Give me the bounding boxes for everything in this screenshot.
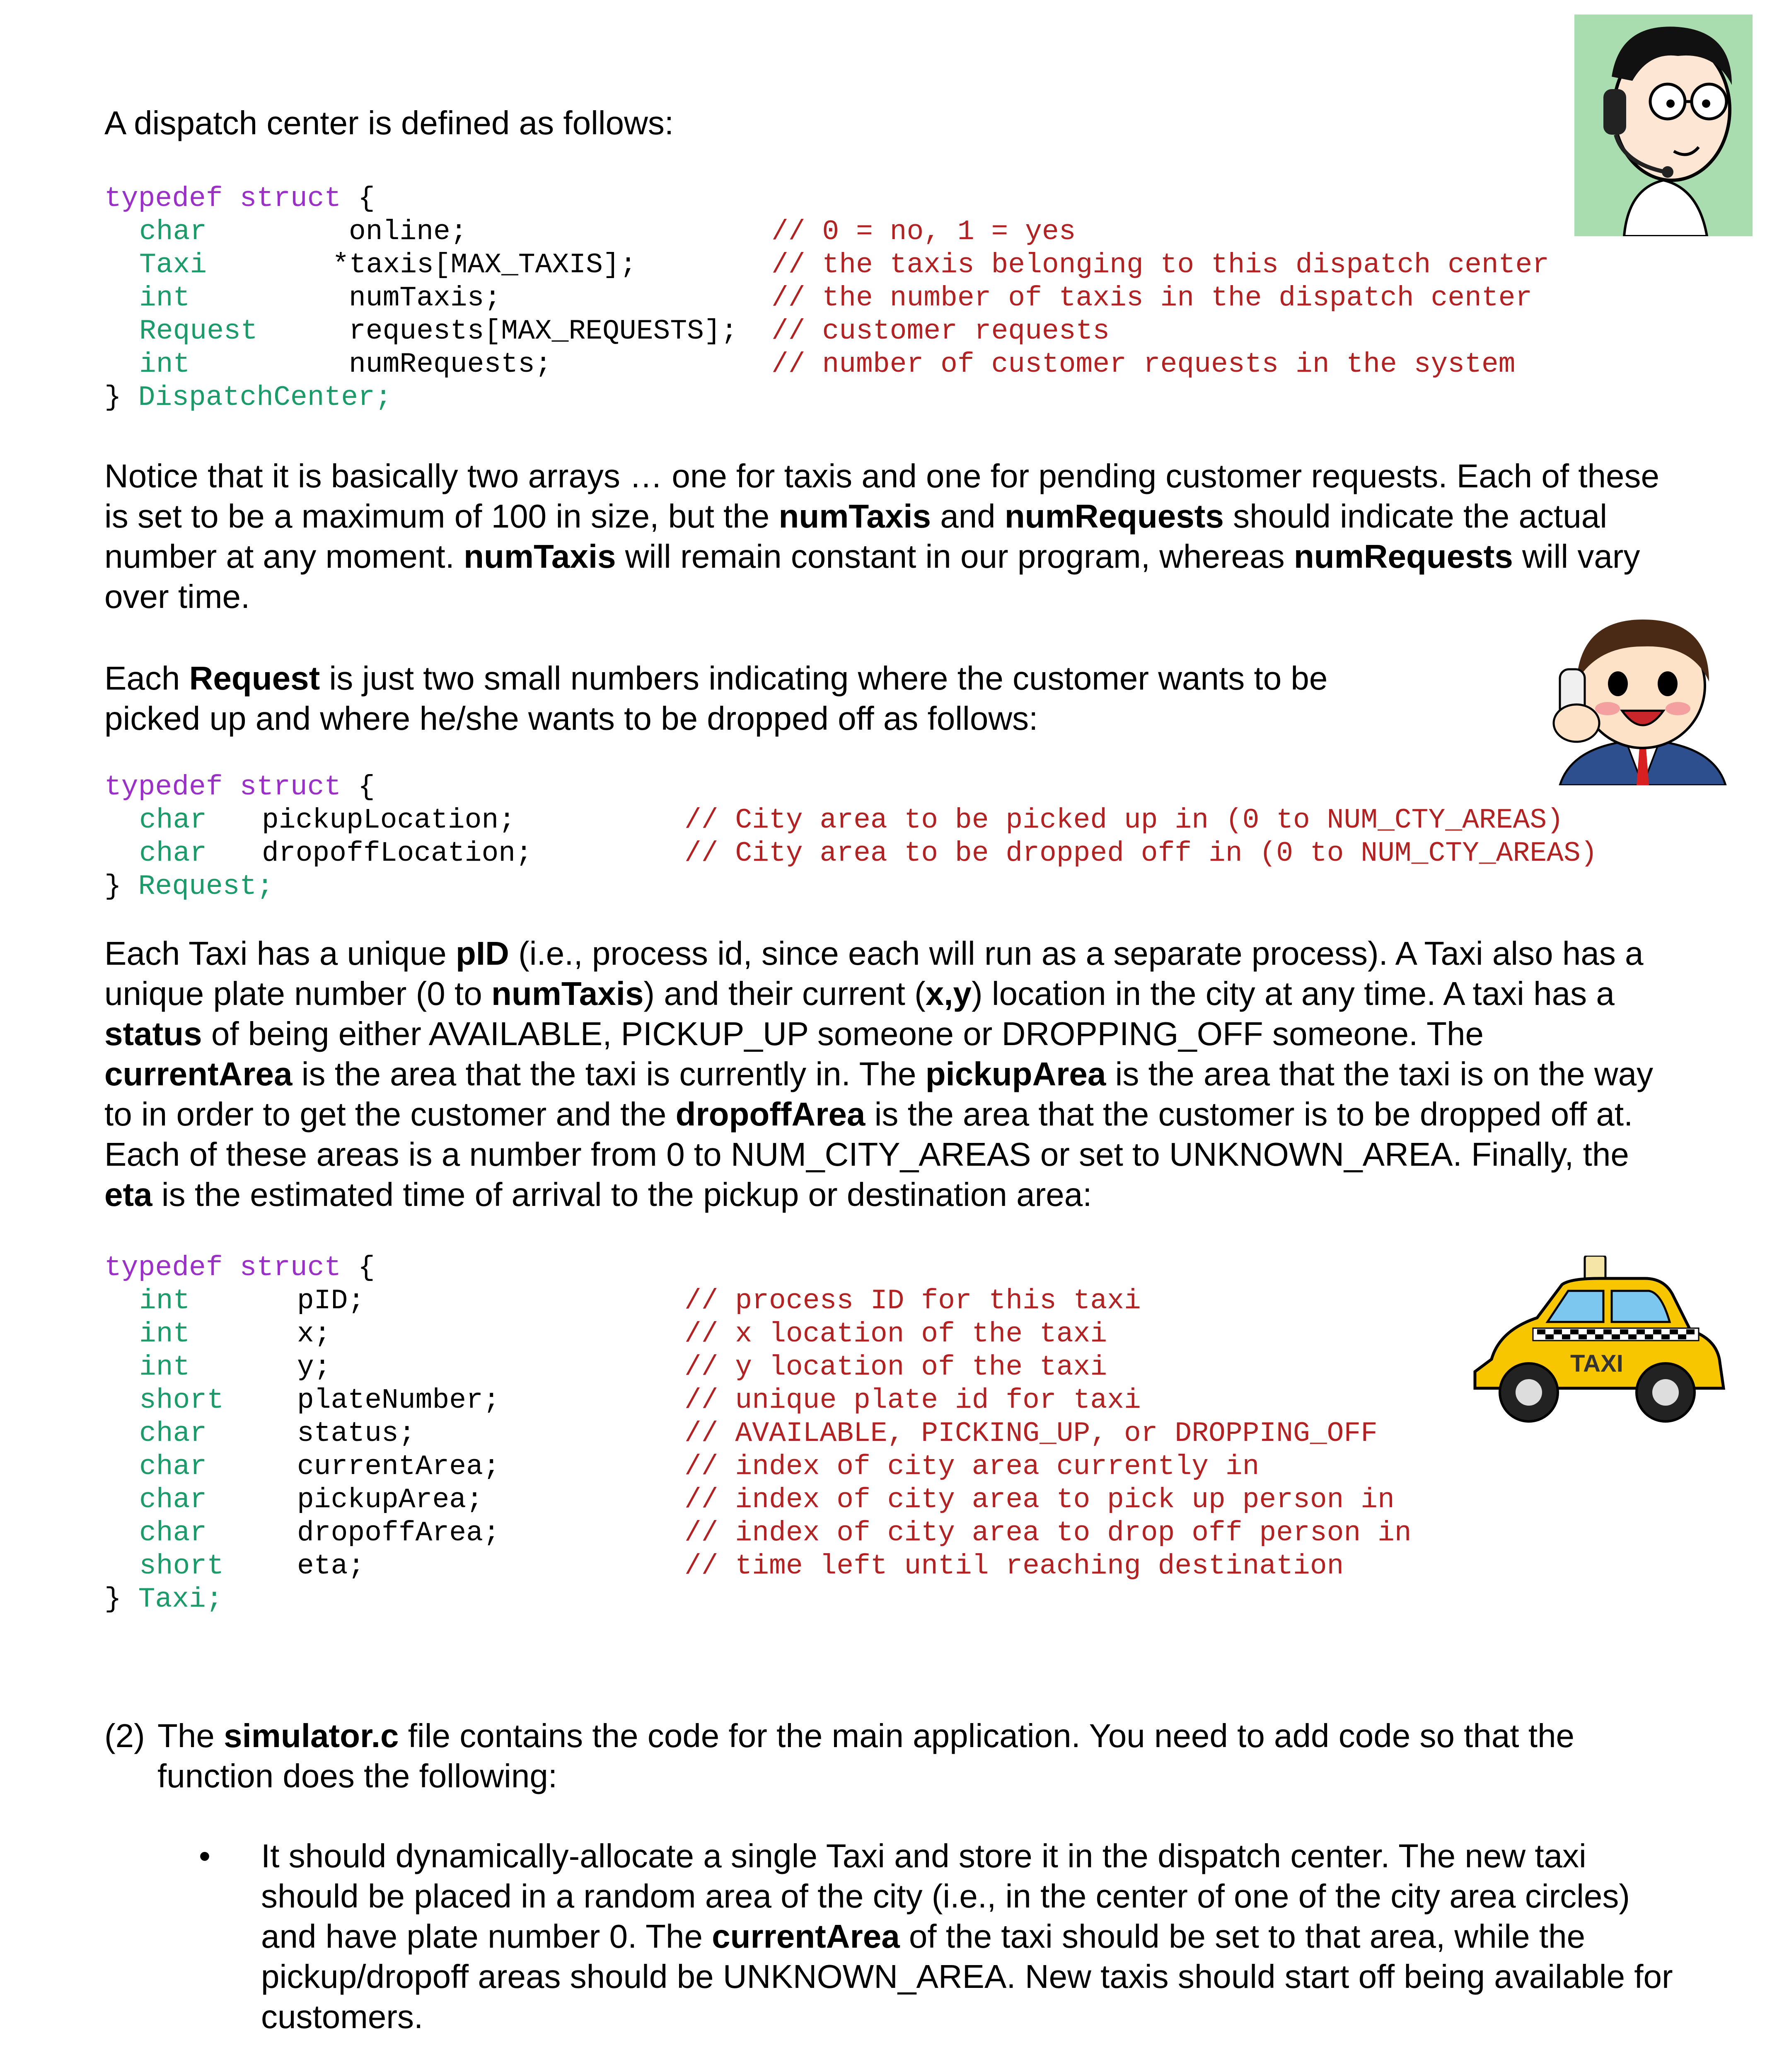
field-comment: // City area to be dropped off in (0 to NUM_CTY_AREAS)	[684, 838, 1598, 869]
request-paragraph: Each Request is just two small numbers indicating where the customer wants to be picked up and where he/she wants to be dropped off as follows:	[104, 660, 1328, 737]
field-name: y;	[297, 1351, 331, 1383]
field-name: plateNumber;	[297, 1385, 500, 1416]
field-comment: // index of city area to drop off person in	[684, 1517, 1412, 1549]
struct-open-line	[104, 1251, 375, 1285]
bullet-item-1: It should dynamically-allocate a single Taxi and store it in the dispatch center. The new taxi should be placed in a random area of the city (i.e., in the center of one of the city area circles) and have plate number 0. The currentArea of the taxi should be set to that area, while the pickup/dropoff areas should be UNKNOWN_AREA. New taxis should start off being available for customers.	[261, 1837, 1673, 2035]
field-type: int	[139, 282, 190, 314]
field-type: char	[139, 216, 207, 248]
field-name: requests[MAX_REQUESTS];	[349, 315, 738, 347]
request-struct	[104, 771, 1637, 903]
customer-phone-illustration	[1535, 607, 1750, 785]
field-type: char	[139, 1451, 207, 1483]
field-type: char	[139, 1484, 207, 1516]
field-name: dropoffLocation;	[262, 838, 532, 869]
field-comment: // the number of taxis in the dispatch center	[771, 282, 1533, 314]
field-comment: // index of city area to pick up person in	[684, 1484, 1395, 1516]
taxi-struct	[104, 1251, 1554, 1616]
field-type: char	[139, 838, 207, 869]
section-2-paragraph: (2) The simulator.c file contains the code for the main application. You need to add code so that the function does the following:	[104, 1716, 1687, 1796]
field-name: *taxis[MAX_TAXIS];	[332, 249, 637, 281]
bullet-marker: •	[199, 1837, 211, 1874]
keyword-typedef: typedef	[104, 183, 223, 215]
struct-open-line	[104, 771, 375, 804]
field-comment: // unique plate id for taxi	[684, 1385, 1141, 1416]
field-comment: // time left until reaching destination	[684, 1550, 1344, 1582]
notice-paragraph: Notice that it is basically two arrays … one for taxis and one for pending customer requests. Each of these is set to be a maximum of 100 in size, but the numTaxis and numRequests should indicate the actual number at any moment. numTaxis will remain constant in our program, whereas numRequests will vary over time.	[104, 457, 1660, 615]
field-type: int	[139, 1318, 190, 1350]
field-name: currentArea;	[297, 1451, 500, 1483]
field-name: pickupLocation;	[262, 804, 516, 836]
field-comment: // index of city area currently in	[684, 1451, 1260, 1483]
field-comment: // 0 = no, 1 = yes	[771, 216, 1076, 248]
field-name: status;	[297, 1418, 416, 1450]
field-comment: // x location of the taxi	[684, 1318, 1107, 1350]
field-comment: // number of customer requests in the system	[771, 349, 1516, 380]
field-type: char	[139, 804, 207, 836]
open-brace: {	[358, 771, 375, 803]
intro-text: A dispatch center is defined as follows:	[104, 104, 674, 141]
field-comment: // City area to be picked up in (0 to NUM_CTY_AREAS)	[684, 804, 1564, 836]
struct-open-line	[104, 182, 375, 215]
field-name: dropoffArea;	[297, 1517, 500, 1549]
field-type: char	[139, 1418, 207, 1450]
field-name: numRequests;	[349, 349, 552, 380]
keyword-struct: struct	[239, 1252, 341, 1284]
field-type: int	[139, 349, 190, 380]
keyword-struct: struct	[239, 771, 341, 803]
field-type: int	[139, 1351, 190, 1383]
field-comment: // customer requests	[771, 315, 1110, 347]
field-type: int	[139, 1285, 190, 1317]
field-type: Request	[139, 315, 258, 347]
taxi-sign-text: TAXI	[1570, 1350, 1623, 1377]
field-comment: // process ID for this taxi	[684, 1285, 1141, 1317]
field-name: pID;	[297, 1285, 365, 1317]
keyword-struct: struct	[239, 183, 341, 215]
taxi-paragraph: Each Taxi has a unique pID (i.e., process id, since each will run as a separate process). A Taxi also has a unique plate number (0 to numTaxis) and their current (x,y) location in the city at any time. A taxi has a status of being either AVAILABLE, PICKUP_UP someone or DROPPING_OFF someone. The currentArea is the area that the taxi is currently in. The pickupArea is the area that the taxi is on the way to in order to get the customer and the dropoffArea is the area that the customer is to be dropped off at. Each of these areas is a number from 0 to NUM_CITY_AREAS or set to UNKNOWN_AREA. Finally, the eta is the estimated time of arrival to the pickup or destination area:	[104, 935, 1654, 1213]
struct-close-line: } DispatchCenter;	[104, 382, 392, 414]
requirements-bullet-list	[199, 1836, 1690, 2037]
field-type: char	[139, 1517, 207, 1549]
field-comment: // the taxis belonging to this dispatch center	[771, 249, 1550, 281]
section-number: (2)	[104, 1717, 145, 1754]
field-type: short	[139, 1550, 224, 1582]
field-name: x;	[297, 1318, 331, 1350]
field-comment: // y location of the taxi	[684, 1351, 1107, 1383]
keyword-typedef: typedef	[104, 1252, 223, 1284]
field-name: pickupArea;	[297, 1484, 483, 1516]
keyword-typedef: typedef	[104, 771, 223, 803]
field-name: online;	[349, 216, 467, 248]
field-type: short	[139, 1385, 224, 1416]
field-type: Taxi	[139, 249, 207, 281]
field-name: numTaxis;	[349, 282, 501, 314]
struct-close-line: } Taxi;	[104, 1583, 223, 1615]
open-brace: {	[358, 1252, 375, 1284]
struct-close-line: } Request;	[104, 871, 274, 903]
field-name: eta;	[297, 1550, 365, 1582]
taxi-car-illustration	[1467, 1256, 1732, 1438]
dispatch-center-struct	[104, 182, 1637, 414]
field-comment: // AVAILABLE, PICKING_UP, or DROPPING_OFF	[684, 1418, 1378, 1450]
open-brace: {	[358, 183, 375, 215]
